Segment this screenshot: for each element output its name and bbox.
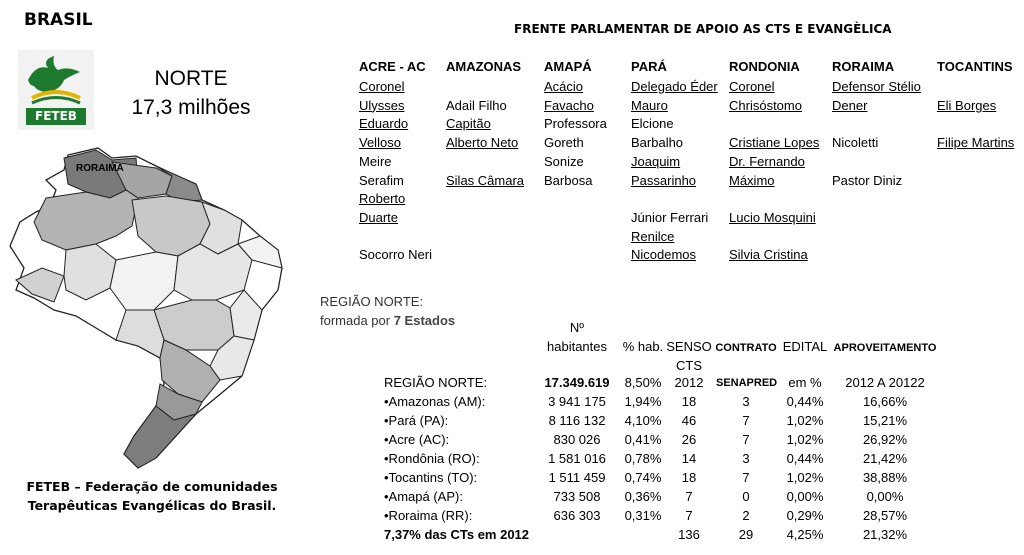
member-name[interactable]: Alberto Neto	[446, 135, 519, 151]
header-contrato: CONTRATO	[715, 342, 777, 354]
member-name: Meire	[359, 153, 392, 169]
state-header: TOCANTINS	[937, 59, 1013, 74]
member-name[interactable]: Dr. Fernando	[729, 153, 805, 169]
table-cell-summary-senso: 2012	[674, 375, 704, 390]
state-header: PARÁ	[631, 59, 667, 74]
header-senso-1: SENSO	[666, 339, 712, 354]
table-cell-row-hab: 636 303	[553, 508, 601, 523]
table-cell-summary-label: REGIÃO NORTE:	[384, 375, 488, 390]
member-name[interactable]: Delegado Éder	[631, 79, 718, 94]
caption-line-1: FETEB – Federação de comunidades	[26, 479, 278, 494]
region-name: NORTE	[154, 67, 228, 90]
page-title: BRASIL	[24, 10, 93, 30]
member-name[interactable]: Máximo	[729, 172, 775, 188]
table-cell-summary-hab: 17.349.619	[544, 375, 610, 390]
state-header: RORAIMA	[832, 59, 895, 74]
member-name[interactable]: Joaquim	[631, 153, 681, 169]
member-name[interactable]: Mauro	[631, 97, 668, 113]
table-cell-row-senso: 18	[681, 394, 697, 409]
table-cell-row-senso: 18	[681, 470, 697, 485]
member-name[interactable]: Eli Borges	[937, 97, 997, 113]
table-cell-row-label: •Acre (AC):	[384, 432, 450, 447]
state-header: RONDONIA	[729, 59, 800, 74]
member-name[interactable]: Cristiane Lopes	[729, 135, 820, 151]
table-cell-row-hab: 1 511 459	[548, 470, 606, 485]
member-name: Barbosa	[544, 172, 593, 188]
table-cell-row-pct: 0,78%	[624, 451, 662, 466]
table-cell-footer-label: 7,37% das CTs em 2012	[384, 527, 530, 542]
table-cell-row-aprov: 15,21%	[862, 413, 908, 428]
table-cell-row-contrato: 7	[742, 432, 750, 447]
region-population: 17,3 milhões	[131, 96, 251, 119]
region-note-count: 7 Estados	[393, 313, 456, 328]
table-cell-row-pct: 0,31%	[624, 508, 662, 523]
table-cell-footer-senso: 136	[678, 527, 700, 542]
header-title: FRENTE PARLAMENTAR DE APOIO AS CTS E EVANGÈLICA	[514, 22, 892, 36]
table-cell-row-senso: 26	[681, 432, 697, 447]
member-name[interactable]: Defensor Stélio	[832, 79, 921, 94]
table-cell-row-label: •Tocantins (TO):	[384, 470, 478, 485]
member-name: Sonize	[544, 153, 584, 169]
member-name[interactable]: Acácio	[544, 79, 584, 94]
member-name[interactable]: Renilce	[631, 228, 675, 244]
table-cell-row-edital: 0,00%	[786, 489, 824, 504]
member-name: Nicoletti	[832, 135, 879, 151]
header-hab-1: Nº	[569, 320, 585, 335]
member-name[interactable]: Silas Câmara	[446, 172, 525, 188]
table-cell-row-label: •Pará (PA):	[384, 413, 449, 428]
table-cell-row-label: •Rondônia (RO):	[384, 451, 480, 466]
table-cell-row-senso: 7	[685, 489, 693, 504]
member-name[interactable]: Lucio Mosquini	[729, 209, 816, 225]
member-name[interactable]: Velloso	[359, 135, 401, 151]
table-cell-row-label: •Amapá (AP):	[384, 489, 463, 504]
member-name: Elcione	[631, 116, 674, 132]
table-cell-row-label: •Amazonas (AM):	[384, 394, 486, 409]
state-header: ACRE - AC	[359, 59, 426, 74]
table-cell-row-senso: 14	[681, 451, 697, 466]
region-note-line1: REGIÃO NORTE:	[320, 294, 424, 309]
state-header: AMAZONAS	[446, 59, 522, 74]
table-cell-row-contrato: 7	[742, 413, 750, 428]
member-name[interactable]: Filipe Martins	[937, 135, 1015, 151]
table-cell-summary-contrato: SENAPRED	[716, 377, 778, 389]
table-cell-row-contrato: 3	[742, 451, 750, 466]
header-hab-2: habitantes	[547, 339, 607, 354]
header-aprov: APROVEITAMENTO	[833, 342, 937, 354]
member-name[interactable]: Duarte	[359, 209, 399, 225]
table-cell-row-hab: 733 508	[553, 489, 601, 504]
member-name: Socorro Neri	[359, 247, 432, 263]
table-cell-row-edital: 0,44%	[786, 451, 824, 466]
member-name[interactable]: Dener	[832, 97, 868, 113]
table-cell-row-pct: 0,74%	[624, 470, 662, 485]
member-name[interactable]: Passarinho	[631, 172, 697, 188]
member-name[interactable]: Roberto	[359, 191, 406, 207]
member-name[interactable]: Nicodemos	[631, 247, 697, 263]
table-cell-row-contrato: 3	[742, 394, 750, 409]
member-name: Serafim	[359, 172, 404, 188]
table-cell-footer-aprov: 21,32%	[862, 527, 908, 542]
table-cell-summary-pct: 8,50%	[624, 375, 662, 390]
header-pct: % hab.	[622, 339, 664, 354]
table-cell-row-edital: 0,29%	[786, 508, 824, 523]
member-name[interactable]: Silvia Cristina	[729, 247, 808, 263]
table-cell-row-pct: 1,94%	[624, 394, 662, 409]
member-name: Júnior Ferrari	[631, 209, 709, 225]
member-name: Pastor Diniz	[832, 172, 903, 188]
table-cell-row-edital: 1,02%	[786, 470, 824, 485]
member-name[interactable]: Coronel	[359, 79, 405, 94]
table-cell-row-hab: 1 581 016	[548, 451, 606, 466]
table-cell-row-aprov: 28,57%	[862, 508, 908, 523]
table-cell-summary-edital: em %	[788, 375, 822, 390]
region-note-prefix: formada por	[320, 313, 394, 328]
table-cell-row-senso: 7	[685, 508, 693, 523]
table-cell-row-contrato: 2	[742, 508, 750, 523]
table-cell-footer-contrato: 29	[738, 527, 754, 542]
table-cell-footer-edital: 4,25%	[786, 527, 824, 542]
member-name[interactable]: Capitão	[446, 116, 491, 132]
table-cell-row-aprov: 0,00%	[866, 489, 904, 504]
table-cell-row-aprov: 38,88%	[862, 470, 908, 485]
table-cell-row-edital: 0,44%	[786, 394, 824, 409]
table-cell-row-edital: 1,02%	[786, 432, 824, 447]
caption-line-2: Terapêuticas Evangélicas do Brasil.	[27, 498, 277, 513]
table-cell-row-contrato: 7	[742, 470, 750, 485]
member-name[interactable]: Eduardo	[359, 116, 409, 132]
table-cell-row-hab: 830 026	[553, 432, 601, 447]
table-cell-row-hab: 8 116 132	[548, 413, 606, 428]
logo-text: FETEB	[26, 108, 86, 125]
map-label-roraima: RORAIMA	[76, 163, 124, 174]
header-senso-2: CTS	[676, 358, 702, 373]
table-cell-row-label: •Roraima (RR):	[384, 508, 473, 523]
table-cell-row-aprov: 21,42%	[862, 451, 908, 466]
member-name[interactable]: Favacho	[544, 97, 594, 113]
table-cell-summary-aprov: 2012 A 20122	[845, 375, 925, 390]
table-cell-row-pct: 0,36%	[624, 489, 662, 504]
member-name: Professora	[544, 116, 607, 132]
table-cell-row-edital: 1,02%	[786, 413, 824, 428]
table-cell-row-hab: 3 941 175	[548, 394, 606, 409]
member-name: Adail Filho	[446, 97, 507, 113]
member-name[interactable]: Coronel	[729, 79, 775, 94]
member-name[interactable]: Ulysses	[359, 97, 405, 113]
table-cell-row-pct: 0,41%	[624, 432, 662, 447]
table-cell-row-pct: 4,10%	[624, 413, 662, 428]
table-cell-row-senso: 46	[681, 413, 697, 428]
member-name: Goreth	[544, 135, 584, 151]
table-cell-row-aprov: 16,66%	[862, 394, 908, 409]
state-header: AMAPÁ	[544, 59, 592, 74]
member-name: Barbalho	[631, 135, 684, 151]
member-name[interactable]: Chrisóstomo	[729, 97, 802, 113]
header-edital: EDITAL	[782, 339, 828, 354]
table-cell-row-contrato: 0	[742, 489, 750, 504]
table-cell-row-aprov: 26,92%	[862, 432, 908, 447]
